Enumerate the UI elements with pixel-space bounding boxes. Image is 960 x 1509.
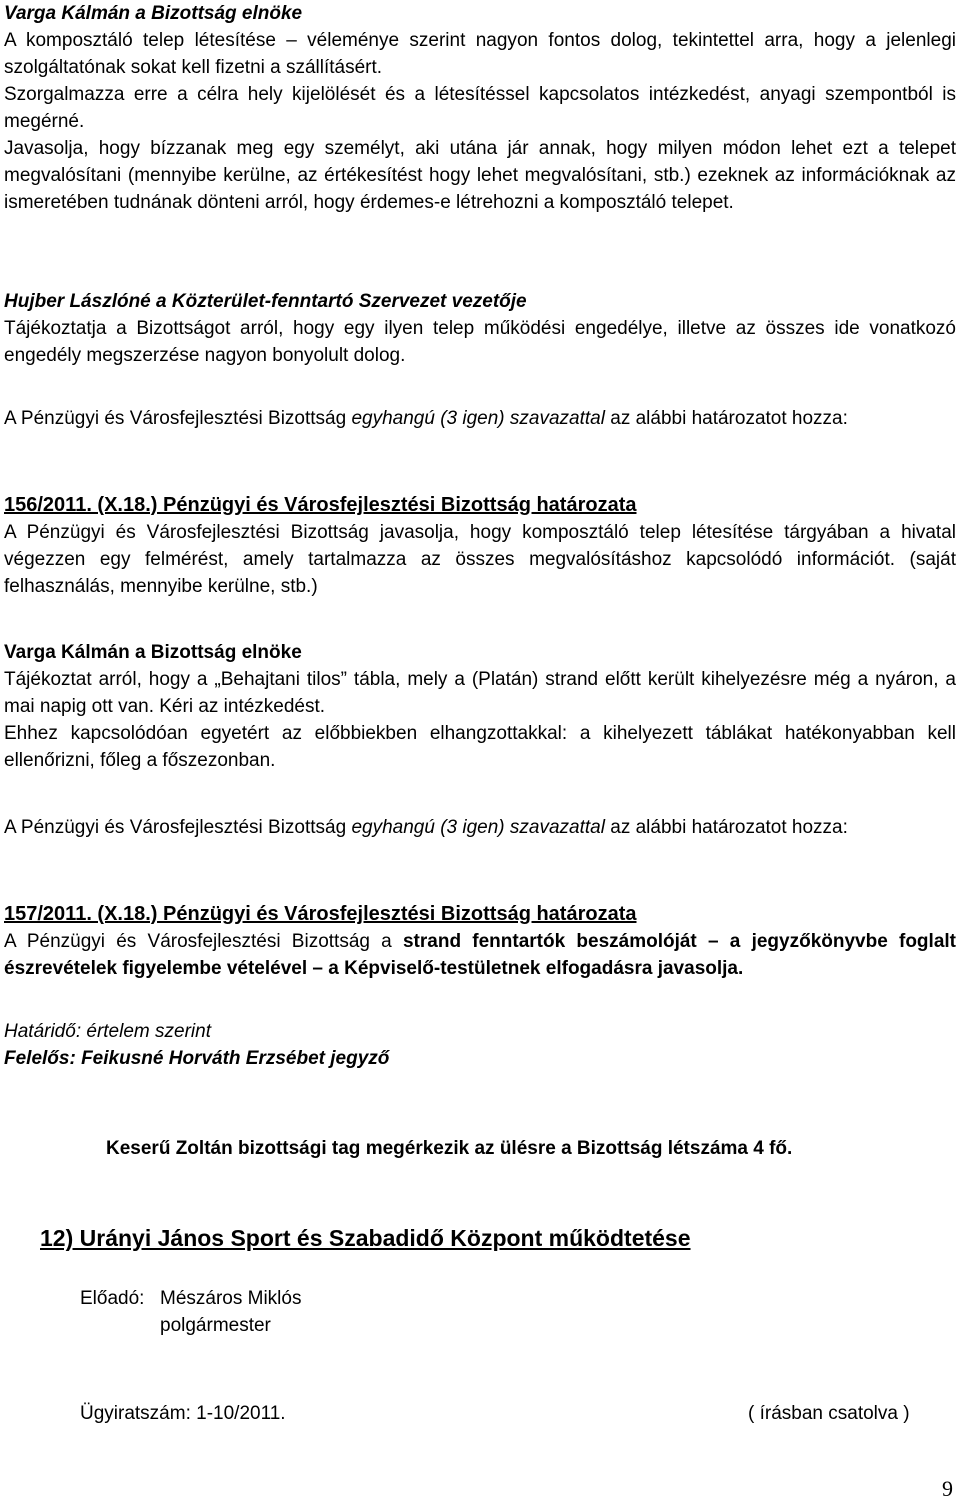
vote-result: egyhangú (3 igen) szavazattal [351,408,605,429]
paragraph: Tájékoztatja a Bizottságot arról, hogy egy ilyen telep működési engedélye, illetve az összes ide vonatkozó engedély megszerzése nagyon bonyolult dolog. [4,318,956,366]
resolution-number: 156/2011. (X.18.) [4,494,158,516]
page-number: 9 [942,1476,953,1501]
resolution-157 [4,901,956,982]
resolution-number: 157/2011. (X.18.) [4,903,158,925]
resolution-156 [4,492,956,600]
speaker-name: Varga Kálmán a Bizottság elnöke [4,642,302,663]
vote-result: egyhangú (3 igen) szavazattal [351,817,605,838]
paragraph: Ehhez kapcsolódóan egyetért az előbbiekben elhangzottakkal: a kihelyezett táblákat hatékonyabban kell ellenőrizni, főleg a főszezonban. [4,723,956,771]
file-number: Ügyiratszám: 1-10/2011. [80,1403,286,1424]
speaker-name: Varga Kálmán a Bizottság elnöke [4,3,303,24]
resolution-body: A Pénzügyi és Városfejlesztési Bizottság javasolja, hogy komposztáló telep létesítése tárgyában a hivatal végezzen egy felmérést, amely tartalmazza az összes megvalósításhoz kapcsolódó információt. (saját felhasználás, mennyibe kerülne, stb.) [4,522,956,597]
resolution-heading: 156/2011. (X.18.) Pénzügyi és Városfejlesztési Bizottság határozata [4,494,637,516]
attachment-note: ( írásban csatolva ) [748,1403,910,1424]
responsible: Felelős: Feikusné Horváth Erzsébet jegyző [4,1048,390,1069]
vote-statement-2: A Pénzügyi és Városfejlesztési Bizottság egyhangú (3 igen) szavazattal az alábbi határozatot hozza: [4,817,848,838]
resolution-heading: 157/2011. (X.18.) Pénzügyi és Városfejlesztési Bizottság határozata [4,903,637,925]
speaker-block-hujber [4,288,956,369]
presenter-name: Mészáros Miklós [160,1288,302,1309]
vote-statement-1: A Pénzügyi és Városfejlesztési Bizottság egyhangú (3 igen) szavazattal az alábbi határozatot hozza: [4,408,848,429]
paragraph: A komposztáló telep létesítése – véleménye szerint nagyon fontos dolog, tekintettel arra, hogy a jelenlegi szolgáltatónak sokat kell fizetni a szállításért. [4,30,956,78]
resolution-157-meta [4,1018,956,1072]
paragraph: Javasolja, hogy bízzanak meg egy személyt, aki utána jár annak, hogy milyen módon lehet ezt a telepet megvalósítani (mennyibe kerülne, az értékesítést hogy lehet megvalósítani, stb.) ezeknek az információknak az ismeretében tudnának dönteni arról, hogy érdemes-e létrehozni a komposztáló telepet. [4,138,956,213]
speaker-block-varga-2 [4,639,956,774]
attendance-notice: Keserű Zoltán bizottsági tag megérkezik az ülésre a Bizottság létszáma 4 fő. [106,1138,793,1159]
paragraph: Szorgalmazza erre a célra hely kijelölését és a létesítéssel kapcsolatos intézkedést, anyagi szempontból is megérné. [4,84,956,132]
speaker-block-varga-1 [4,0,956,216]
resolution-body: A Pénzügyi és Városfejlesztési Bizottság a strand fenntartók beszámolóját – a jegyzőkönyvbe foglalt észrevételek figyelembe vételével – a Képviselő-testületnek elfogadásra javasolja. [4,931,956,979]
presenter-role: polgármester [160,1315,271,1336]
paragraph: Tájékoztat arról, hogy a „Behajtani tilos” tábla, mely a (Platán) strand előtt került kihelyezésre még a nyáron, a mai napig ott van. Kéri az intézkedést. [4,669,956,717]
speaker-name: Hujber Lászlóné a Közterület-fenntartó Szervezet vezetője [4,291,527,312]
agenda-item-title: 12) Urányi János Sport és Szabadidő Központ működtetése [40,1225,691,1251]
deadline: Határidő: értelem szerint [4,1021,211,1042]
presenter-label: Előadó: [80,1288,145,1309]
